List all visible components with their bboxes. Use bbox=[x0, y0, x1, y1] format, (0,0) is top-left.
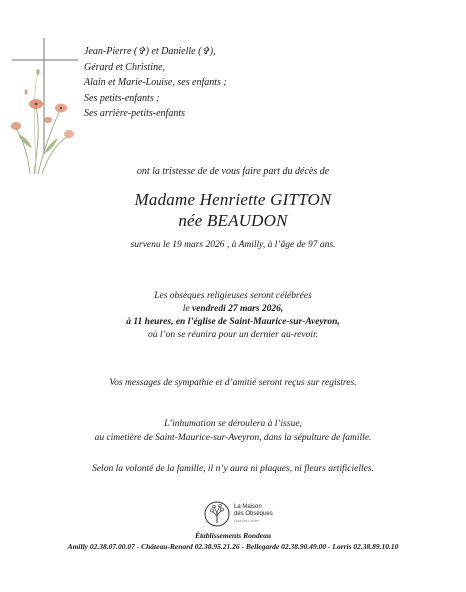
family-line: Gérard et Christine, bbox=[84, 61, 166, 73]
agency-contacts: Amilly 02.38.07.00.07 - Château-Renard 02.38.95.21.26 - Bellegarde 02.38.90.49.00 - Lorris 02.38.89.10.10 bbox=[67, 542, 399, 551]
cross-with-poppies-icon bbox=[8, 36, 88, 176]
registers-text: Vos messages de sympathie et d’amitié seront reçus sur registres. bbox=[109, 378, 357, 388]
funeral-location: à 11 heures, en l’église de Saint-Maurice-sur-Aveyron, bbox=[126, 317, 340, 327]
burial-line: au cimetière de Saint-Maurice-sur-Aveyron, dans la sépulture de famille. bbox=[94, 432, 372, 443]
funeral-date-line bbox=[0, 303, 466, 316]
death-details: survenu le 19 mars 2026 , à Amilly, à l’âge de 97 ans. bbox=[130, 240, 336, 250]
deceased-name: Madame Henriette GITTON bbox=[134, 190, 332, 209]
family-line: Ses arrière-petits-enfants bbox=[84, 108, 186, 119]
funeral-date: vendredi 27 mars 2026, bbox=[191, 304, 284, 314]
intro-text: ont la tristesse de de vous faire part du décès de bbox=[136, 166, 330, 177]
funeral-home-logo bbox=[204, 501, 280, 527]
funeral-details bbox=[0, 290, 466, 342]
funeral-date-prefix: le bbox=[182, 304, 192, 314]
maiden-name: née BEAUDON bbox=[178, 211, 288, 230]
funeral-line: Les obsèques religieuses seront célébrées bbox=[154, 291, 312, 301]
company-name: Établissements Rondeau bbox=[194, 531, 272, 540]
family-line: Jean-Pierre (✞) et Danielle (✞), bbox=[84, 46, 216, 57]
logo-tagline: rassurer aider bbox=[234, 519, 260, 523]
burial-details bbox=[0, 418, 466, 445]
logo-line: La Maison bbox=[234, 504, 262, 510]
family-line: Alain et Marie-Louise, ses enfants ; bbox=[84, 77, 227, 88]
logo-line: des Obsèques bbox=[234, 511, 273, 517]
family-line: Ses petits-enfants ; bbox=[84, 92, 160, 104]
funeral-line: où l’on se réunira pour un dernier au-revoir. bbox=[147, 330, 319, 340]
family-wishes: Selon la volonté de la famille, il n’y aura ni plaques, ni fleurs artificielles. bbox=[92, 464, 374, 474]
logo-wordmark bbox=[234, 504, 273, 525]
tree-logo-icon bbox=[204, 501, 230, 527]
family-list bbox=[84, 44, 227, 122]
burial-line: L’inhumation se déroulera à l’issue, bbox=[164, 419, 302, 429]
